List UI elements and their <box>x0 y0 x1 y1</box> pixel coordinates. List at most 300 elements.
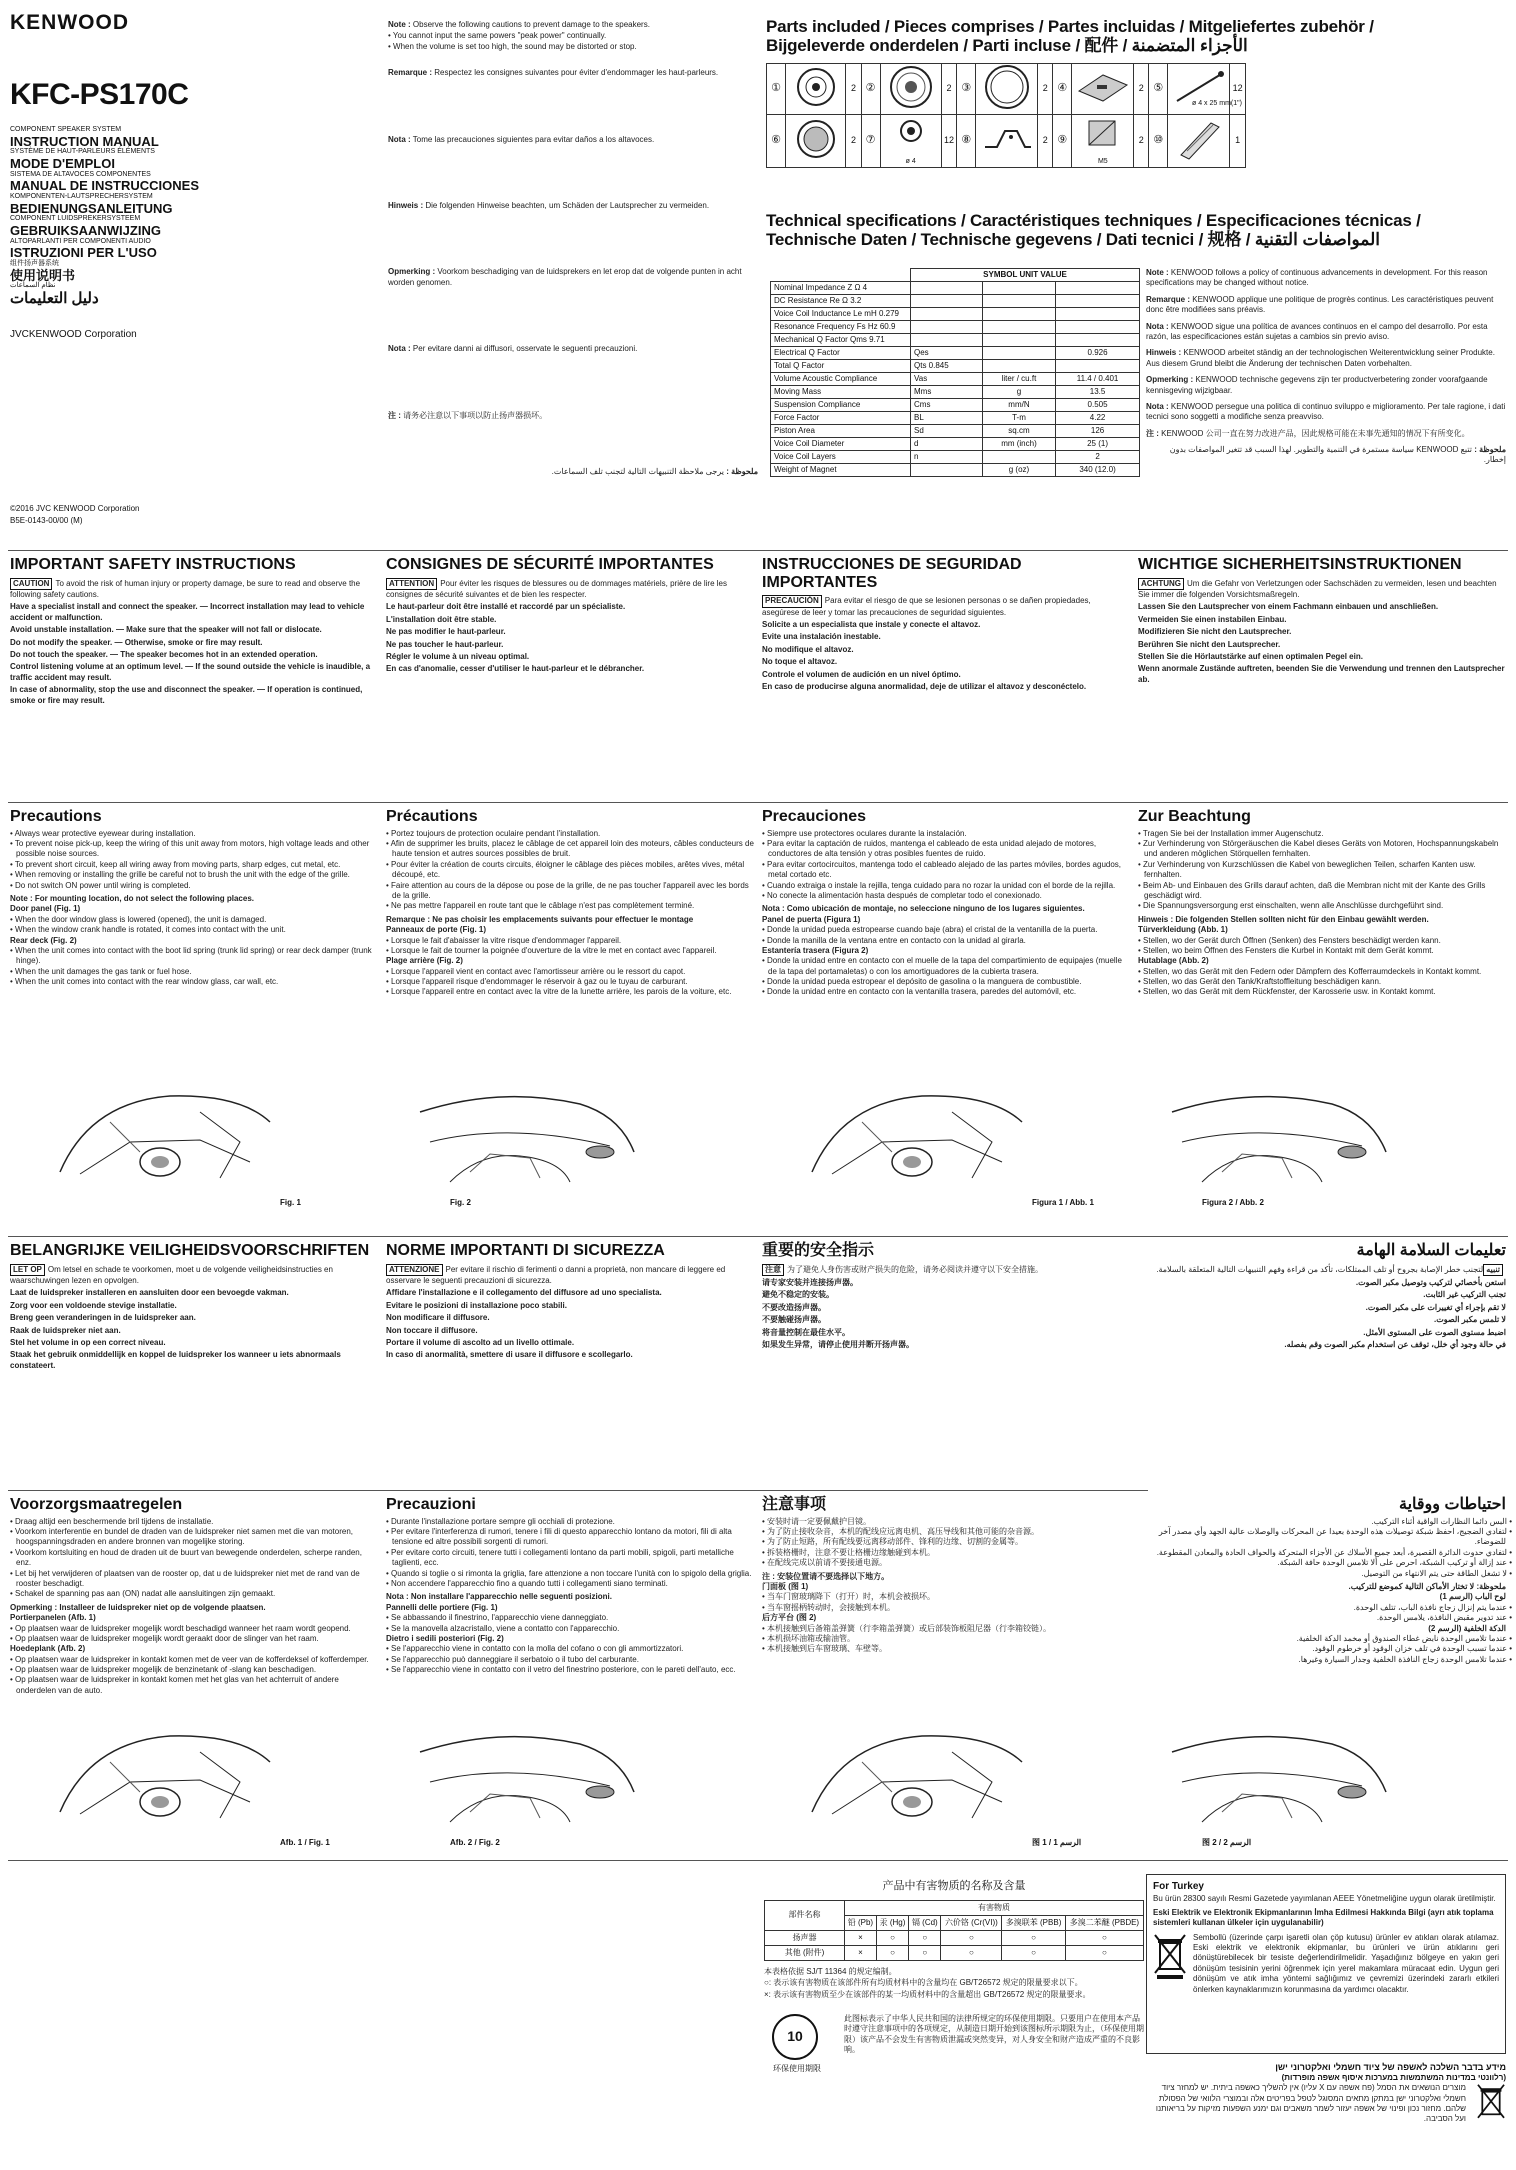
precaution-note: Nota : Como ubicación de montaje, no seleccione ninguno de los lugares siguientes. <box>762 904 1085 914</box>
top-notes: Note : Observe the following cautions to prevent damage to the speakers. • You cannot input the same powers "peak power" continually. • When the volume is set too high, the sound may be distorted or stop. Remarque : Respectez les consignes suivantes pour éviter d'endommager les haut-parleurs. Nota : Tome las precauciones siguientes para evitar daños a los altavoces. Hinweis : Die folgenden Hinweise beachten, um Schäden der Lautsprecher zu vermeiden. Opmerking : Voorkom beschadiging van de luidsprekers en let erop dat de volgende punten in acht worden genomen. Nota : Per evitare danni ai diffusori, osservate le seguenti precauzioni. 注 : 请务必注意以下事项以防止扬声器损坏。 ملحوظة : يرجى ملاحظة التنبيهات التالية لتجنب تلف السماعات. <box>388 20 758 478</box>
spec-val <box>1056 295 1140 308</box>
precaution-title: Voorzorgsmaatregelen <box>10 1496 183 1513</box>
precaution-item: • Para evitar cortocircuitos, mantenga todo el cableado alejado de las partes móviles, bordes agudos, metal cortado etc. <box>762 860 1130 881</box>
safety-text: Om letsel en schade te voorkomen, moet u de volgende veiligheidsinstructies en waarschuwingen lezen en opvolgen. <box>10 1264 333 1285</box>
part-number: ① <box>767 64 786 114</box>
precaution-subitem: • Donde la unidad entre en contacto con la ventanilla trasera, paredes del automóvil, etc. <box>762 987 1130 997</box>
spec-unit <box>982 451 1055 464</box>
spec-row <box>771 308 1140 321</box>
part-number: ⑨ <box>1053 114 1072 167</box>
precaution-subheading: 后方平台 (图 2) <box>762 1613 817 1623</box>
precaution-subitem: • Stellen, wo das Gerät den Tank/Kraftstoffleitung beschädigen kann. <box>1138 977 1506 987</box>
spec-table <box>770 268 1140 477</box>
manual-title-block <box>10 126 210 148</box>
spec-sym <box>911 321 983 334</box>
spec-note-label: Remarque : <box>1146 294 1191 304</box>
spec-row <box>771 295 1140 308</box>
precaution-note: Remarque : Ne pas choisir les emplacements suivants pour effectuer le montage <box>386 914 694 924</box>
part-icon <box>1072 64 1134 114</box>
specs-title: Technical specifications / Caractéristiques techniques / Especificaciones técnicas / <box>766 211 1421 230</box>
caution-badge: PRECAUCIÓN <box>762 595 822 607</box>
rohs-cell: ○ <box>941 1945 1002 1960</box>
safety-item: Ne pas toucher le haut-parleur. <box>386 639 504 649</box>
spec-unit: g (oz) <box>982 464 1055 477</box>
precaution-block <box>762 1496 1130 1655</box>
caution-badge: ATTENZIONE <box>386 1264 443 1276</box>
safety-item: Non toccare il diffusore. <box>386 1325 478 1335</box>
spec-row <box>771 399 1140 412</box>
safety-block <box>10 1242 378 1371</box>
spec-name: Voice Coil Layers <box>771 451 911 464</box>
spec-val: 2 <box>1056 451 1140 464</box>
precaution-subheading: Estantería trasera (Figura 2) <box>762 945 869 955</box>
spec-sym <box>911 334 983 347</box>
precaution-item: • Always wear protective eyewear during installation. <box>10 829 378 839</box>
doc-code: B5E-0143-00/00 (M) <box>10 516 83 525</box>
precaution-subitem: • Op plaatsen waar de luidspreker in kontakt komen met de veer van de kofferdeksel of kofferdemper. <box>10 1655 378 1665</box>
precaution-item: • 在配线完成以前请不要接通电源。 <box>762 1558 1130 1568</box>
safety-title: 重要的安全指示 <box>762 1242 875 1259</box>
spec-sym: BL <box>911 412 983 425</box>
rohs-col-header: 铅 (Pb) <box>845 1915 877 1930</box>
precaution-subitem: • Stellen, wo der Gerät durch Öffnen (Senken) des Fensters beschädigt werden kann. <box>1138 936 1506 946</box>
safety-item: En cas d'anomalie, cesser d'utiliser le haut-parleur et le débrancher. <box>386 664 645 674</box>
part-qty: 2 <box>846 114 861 167</box>
safety-item: 如果发生异常，请停止使用并断开扬声器。 <box>762 1339 914 1349</box>
spec-unit: mm (inch) <box>982 438 1055 451</box>
safety-item: تجنب التركيب غير الثابت. <box>1423 1290 1506 1300</box>
safety-intro <box>10 578 378 601</box>
part-number: ⑧ <box>957 114 976 167</box>
safety-item: Zorg voor een voldoende stevige installatie. <box>10 1300 177 1310</box>
precaution-subitem: • Se l'apparecchio viene in contatto con la molla del cofano o con gli ammortizzatori. <box>386 1644 754 1654</box>
spec-row <box>771 360 1140 373</box>
rear-deck-figure <box>1162 1722 1392 1835</box>
part-icon <box>976 114 1038 167</box>
precaution-note: ملحوظة: لا تختار الأماكن التالية كموضع للتركيب. <box>1348 1581 1506 1591</box>
precaution-sublist <box>386 1644 754 1675</box>
rohs-section <box>764 1880 1144 2084</box>
safety-text: 为了避免人身伤害或财产损失的危险，请务必阅读并遵守以下安全措施。 <box>787 1264 1043 1274</box>
part-number: ② <box>861 64 880 114</box>
precaution-subitem: • عندما يتم إنزال زجاج نافذة الباب، تتلف الوحدة. <box>1138 1603 1506 1613</box>
spec-val: 0.505 <box>1056 399 1140 412</box>
cover-panel <box>10 10 210 525</box>
note-item: • You cannot input the same powers "peak power" continually. <box>388 31 758 41</box>
spec-unit <box>982 295 1055 308</box>
precaution-title: Precauzioni <box>386 1496 476 1513</box>
precaution-item: • البس دائما النظارات الواقية أثناء التركيب. <box>1138 1517 1506 1527</box>
spec-note-text: KENWOOD follows a policy of continuous advancements in development. For this reason specifications may be changed without notice. <box>1146 268 1488 288</box>
precaution-subheading: Plage arrière (Fig. 2) <box>386 956 463 966</box>
precaution-subheading: الدكة الخلفية (الرسم 2) <box>1428 1623 1506 1633</box>
precaution-note: Nota : Non installare l'apparecchio nelle seguenti posizioni. <box>386 1592 612 1602</box>
precaution-subitem: • 本机接触到后车窗玻璃、车壁等。 <box>762 1644 1130 1654</box>
precaution-item: • No conecte la alimentación hasta después de completar todo el conexionado. <box>762 891 1130 901</box>
safety-item: 请专家安装并连接扬声器。 <box>762 1277 858 1287</box>
caution-badge: 注意 <box>762 1264 784 1276</box>
spec-notes <box>1146 268 1506 472</box>
rohs-col-header: 镉 (Cd) <box>909 1915 941 1930</box>
part-qty: 1 <box>1230 114 1246 167</box>
precaution-subheading: Rear deck (Fig. 2) <box>10 935 77 945</box>
corp-name: JVCKENWOOD Corporation <box>10 328 137 340</box>
safety-block <box>1138 556 1506 685</box>
spec-row <box>771 282 1140 295</box>
precaution-item: • لا تشغل الطاقة حتى يتم الانتهاء من التوصيل. <box>1138 1569 1506 1579</box>
safety-item: Evite una instalación inestable. <box>762 632 881 642</box>
specs-title-2: Technische Daten / Technische gegevens / Dati tecnici / 规格 / المواصفات التقنية <box>766 229 1381 249</box>
specs-section <box>766 212 1506 249</box>
precaution-sublist <box>762 1592 1130 1613</box>
safety-title: INSTRUCCIONES DE SEGURIDAD IMPORTANTES <box>762 556 1022 591</box>
spec-note-label: Note : <box>1146 268 1169 277</box>
precaution-subheading: Hoedeplank (Afb. 2) <box>10 1644 86 1654</box>
precaution-subitem: • عندما تلامس الوحدة نابض غطاء الصندوق أو مخمد الدكة الخلفية. <box>1138 1634 1506 1644</box>
precaution-subitem: • Op plaatsen waar de luidspreker mogelijk wordt geraakt door de slinger van het raam. <box>10 1634 378 1644</box>
figure-caption: Afb. 1 / Fig. 1 <box>280 1838 330 1847</box>
manual-title-block <box>10 238 210 260</box>
precaution-subitem: • 当车窗摇柄转动时，会接触到本机。 <box>762 1603 1130 1613</box>
rohs-cell: ○ <box>1065 1945 1143 1960</box>
spec-note-label: Hinweis : <box>1146 348 1182 358</box>
precaution-item: • Portez toujours de protection oculaire pendant l'installation. <box>386 829 754 839</box>
safety-item: استعن بأخصائي لتركيب وتوصيل مكبر الصوت. <box>1355 1277 1506 1287</box>
safety-text: Um die Gefahr von Verletzungen oder Sachschäden zu vermeiden, lesen und beachten Sie immer die folgenden Vorsichtsmaßregeln. <box>1138 578 1497 599</box>
safety-item: No toque el altavoz. <box>762 657 838 667</box>
precaution-item: • لتفادي حدوث الدائرة القصيرة، أبعد جميع الأسلاك عن الأجزاء المتحركة والحواف الحادة والمعادن المقطوعة. <box>1138 1548 1506 1558</box>
spec-name: Volume Acoustic Compliance <box>771 373 911 386</box>
safety-block <box>762 556 1130 692</box>
part-number: ③ <box>957 64 976 114</box>
safety-item: لا تلمس مكبر الصوت. <box>1434 1315 1506 1325</box>
safety-item: Solicite a un especialista que instale y conecte el altavoz. <box>762 619 981 629</box>
spec-row <box>771 451 1140 464</box>
spec-note-text: KENWOOD arbeitet ständig an der technologischen Weiterentwicklung seiner Produkte. Aus diesem Grund bleibt die Änderung der technischen Daten vorbehalten. <box>1146 348 1495 368</box>
weee-bin-icon <box>1153 1933 1193 1983</box>
spec-name: Force Factor <box>771 412 911 425</box>
safety-block <box>1138 1242 1506 1350</box>
parts-section <box>766 18 1506 168</box>
precaution-subheading: Pannelli delle portiere (Fig. 1) <box>386 1602 498 1612</box>
spec-name: Moving Mass <box>771 386 911 399</box>
divider <box>8 1490 1148 1491</box>
rohs-col-header: 六价铬 (Cr(VI)) <box>941 1915 1002 1930</box>
precaution-list <box>386 1517 754 1590</box>
safety-item: Have a specialist install and connect the speaker. — Incorrect installation may lead to vehicle accident or malfunction. <box>10 602 365 622</box>
manual-title-block <box>10 193 210 215</box>
safety-title: IMPORTANT SAFETY INSTRUCTIONS <box>10 556 296 573</box>
safety-item: Laat de luidspreker installeren en aansluiten door een bevoegde vakman. <box>10 1288 289 1298</box>
precaution-item: • When removing or installing the grille be careful not to brush the unit with the edge of the grille. <box>10 870 378 880</box>
manual-title-block <box>10 282 210 307</box>
spec-row <box>771 464 1140 477</box>
precaution-item: • 拆装格栅时，注意不要让格栅边缘触碰到本机。 <box>762 1548 1130 1558</box>
spec-note-label: Nota : <box>1146 321 1169 331</box>
safety-item: Do not modify the speaker. — Otherwise, smoke or fire may result. <box>10 637 263 647</box>
precaution-note: Opmerking : Installeer de luidspreker niet op de volgende plaatsen. <box>10 1602 266 1612</box>
manual-titles <box>10 126 210 307</box>
precaution-sublist <box>10 915 378 936</box>
hebrew-section <box>1146 2062 1506 2126</box>
spec-unit <box>982 347 1055 360</box>
rohs-row <box>765 1930 1144 1945</box>
turkey-line: Bu ürün 28300 sayılı Resmi Gazetede yayımlanan AEEE Yönetmeliğine uygun olarak üretilmiştir. <box>1153 1893 1496 1903</box>
precaution-subitem: • Op plaatsen waar de luidspreker mogelijk de benzinetank of -slang kan beschadigen. <box>10 1665 378 1675</box>
epup-number: 10 <box>787 2027 803 2044</box>
caution-badge: LET OP <box>10 1264 45 1276</box>
precaution-item: • Voorkom interferentie en bundel de draden van de luidspreker niet samen met die van motoren, hoogspanningsdraden en andere bronnen van mogelijke storing. <box>10 1527 378 1548</box>
precaution-list <box>1138 1517 1506 1579</box>
safety-item: 不要触碰扬声器。 <box>762 1315 826 1325</box>
epup-label: 环保使用期限 <box>773 2063 821 2073</box>
safety-block <box>386 1242 754 1361</box>
precaution-subitem: • When the unit comes into contact with the rear window glass, car wall, etc. <box>10 977 378 987</box>
divider <box>8 1860 1508 1861</box>
part-number: ⑤ <box>1149 64 1168 114</box>
spec-sym: Cms <box>911 399 983 412</box>
safety-item: Stel het volume in op een correct niveau. <box>10 1337 166 1347</box>
precaution-item: • Zur Verhinderung von Störgeräuschen die Kabel dieses Geräts von Motoren, Hochspannungskabeln und anderen möglichen Störquellen fernhalten. <box>1138 839 1506 860</box>
spec-val <box>1056 321 1140 334</box>
precaution-subheading: Türverkleidung (Abb. 1) <box>1138 925 1228 935</box>
manual-title-big: MODE D'EMPLOI <box>10 155 115 171</box>
rohs-cell: ○ <box>1002 1930 1066 1945</box>
manual-title-big: ISTRUZIONI PER L'USO <box>10 245 157 261</box>
spec-row <box>771 373 1140 386</box>
safety-block <box>762 1242 1130 1350</box>
spec-unit: T-m <box>982 412 1055 425</box>
manual-title-block <box>10 260 210 282</box>
part-icon <box>880 64 941 114</box>
figure-caption: Figura 2 / Abb. 2 <box>1202 1198 1264 1207</box>
spec-row <box>771 334 1140 347</box>
m5-label: M5 <box>1097 157 1108 165</box>
precaution-item: • Afin de supprimer les bruits, placez le câblage de cet appareil loin des moteurs, câbles conducteurs de haute tension et autres sources possibles de bruit. <box>386 839 754 860</box>
hebrew-title: מידע בדבר השלכה לאשפה של ציוד חשמלי ואלקטרוני ישן <box>1275 2062 1506 2072</box>
precaution-item: • Tragen Sie bei der Installation immer Augenschutz. <box>1138 829 1506 839</box>
rohs-footnote: ×: 表示该有害物质至少在该部件的某一均质材料中的含量超出 GB/T26572 规定的限量要求。 <box>764 1989 1091 1999</box>
part-qty: 2 <box>1038 64 1053 114</box>
caution-badge: تنبيه <box>1483 1264 1503 1276</box>
copyright: ©2016 JVC KENWOOD Corporation <box>10 504 140 513</box>
rohs-footnote: ○: 表示该有害物质在该部件所有均质材料中的含量均在 GB/T26572 规定的限量要求以下。 <box>764 1978 1083 1988</box>
precaution-subitem: • عند تدوير مقبض النافذة، يلامس الوحدة. <box>1138 1613 1506 1623</box>
safety-text: Pour éviter les risques de blessures ou de dommages matériels, prière de lire les consignes de sécurité suivantes et de bien les respecter. <box>386 578 727 599</box>
precaution-subitem: • Se abbassando il finestrino, l'apparecchio viene danneggiato. <box>386 1613 754 1623</box>
precaution-subitem: • When the door window glass is lowered (opened), the unit is damaged. <box>10 915 378 925</box>
spec-name: Resonance Frequency Fs Hz 60.9 <box>771 321 911 334</box>
rohs-col-header: 多溴二苯醚 (PBDE) <box>1065 1915 1143 1930</box>
precaution-item: • Quando si toglie o si rimonta la griglia, fare attenzione a non toccare l'unità con lo spigolo della griglia. <box>386 1569 754 1579</box>
manual-title-block <box>10 171 210 193</box>
spec-note <box>1146 429 1506 439</box>
spec-sym: Mms <box>911 386 983 399</box>
safety-intro <box>1138 578 1506 601</box>
spec-val <box>1056 282 1140 295</box>
manual-title-block <box>10 215 210 237</box>
part-number: ④ <box>1053 64 1072 114</box>
spec-note <box>1146 322 1506 343</box>
precaution-subheading: لوح الباب (الرسم 1) <box>1439 1592 1506 1602</box>
spec-note <box>1146 402 1506 423</box>
precaution-note: Hinweis : Die folgenden Stellen sollten nicht für den Einbau gewählt werden. <box>1138 914 1429 924</box>
rohs-cell: ○ <box>1002 1945 1066 1960</box>
safety-item: اضبط مستوى الصوت على المستوى الأمثل. <box>1363 1327 1506 1337</box>
screw-cell <box>1186 66 1401 164</box>
manual-title-small: COMPONENT SPEAKER SYSTEM <box>10 125 122 133</box>
manual-title-small: COMPONENT LUIDSPREKERSYSTEEM <box>10 215 141 223</box>
turkey-title: For Turkey <box>1153 1881 1204 1892</box>
spec-sym <box>911 282 983 295</box>
precaution-subitem: • Op plaatsen waar de luidspreker mogelijk wordt beschadigd wanneer het raam wordt geopend. <box>10 1624 378 1634</box>
precaution-title: 注意事项 <box>762 1496 827 1513</box>
precaution-sublist <box>10 946 378 988</box>
safety-item: Evitare le posizioni di installazione poco stabili. <box>386 1300 567 1310</box>
spec-row <box>771 425 1140 438</box>
safety-block <box>10 556 378 706</box>
precaution-subitem: • Donde la manilla de la ventana entre en contacto con la unidad al girarla. <box>762 936 1130 946</box>
precaution-sublist <box>1138 967 1506 998</box>
precaution-block <box>10 1496 378 1696</box>
spec-sym: d <box>911 438 983 451</box>
precaution-subheading: Hutablage (Abb. 2) <box>1138 956 1209 966</box>
precaution-sublist <box>1138 1634 1506 1665</box>
part-qty: 2 <box>1134 114 1149 167</box>
rohs-col-header: 汞 (Hg) <box>876 1915 908 1930</box>
spec-note-label: ملحوظة : <box>1474 445 1506 455</box>
spec-note <box>1146 348 1506 369</box>
safety-intro <box>762 1264 1130 1276</box>
spec-sym <box>911 295 983 308</box>
precaution-block <box>386 808 754 998</box>
precaution-item: • لتفادي الضجيج، احفظ شبكة توصيلات هذه الوحدة بعيدا عن المحركات والوصلات عالية الجهد وأي مصدر آخر للضوضاء. <box>1138 1527 1506 1548</box>
manual-title-big: دليل التعليمات <box>10 290 99 308</box>
manual-title-block <box>10 148 210 170</box>
safety-item: Le haut-parleur doit être installé et raccordé par un spécialiste. <box>386 602 626 612</box>
safety-intro <box>386 578 754 601</box>
precaution-subitem: • Op plaatsen waar de luidspreker in kontakt komen met het glas van het achterruit of andere onderdelen van de auto. <box>10 1675 378 1696</box>
safety-item: Affidare l'installazione e il collegamento del diffusore ad uno specialista. <box>386 1288 662 1298</box>
rohs-cell: ○ <box>1065 1930 1143 1945</box>
spec-unit <box>982 308 1055 321</box>
spec-sym: Vas <box>911 373 983 386</box>
precaution-sublist <box>386 967 754 998</box>
rohs-title: 产品中有害物质的名称及含量 <box>882 1880 1026 1892</box>
precaution-subitem: • Se l'apparecchio viene in contatto con il vetro del finestrino posteriore, con le pareti dell'auto, ecc. <box>386 1665 754 1675</box>
precaution-sublist <box>762 956 1130 998</box>
turkey-text: Sembollü (üzerinde çarpı işaretli olan çöp kutusu) ürünler ev atıkları olarak atılamaz. Eski elektrik ve elektronik ekipmanlar, bu ürünleri ve ürün atıklarını geri dönüştürebilecek bir tesiste değerlendirilmelidir. Yaşadığınız bölgeye en yakın geri dönüşüm tesisinin yerini öğrenmek için yerel makamlara müracaat edin. Uygun geri dönüşüm ve atık imha yöntemi sağlığımız ve çevremizi üzerindeki zararlı etkileri önlerken kaynaklarımızın korunmasına da yardımcı olacaktır. <box>1193 1932 1499 1994</box>
spec-note <box>1146 295 1506 316</box>
turkey-box <box>1146 1874 1506 2054</box>
spec-val: 126 <box>1056 425 1140 438</box>
manual-title-small: ALTOPARLANTI PER COMPONENTI AUDIO <box>10 237 151 245</box>
precaution-subheading: Door panel (Fig. 1) <box>10 904 81 914</box>
precaution-block <box>1138 1496 1506 1665</box>
safety-item: No modifique el altavoz. <box>762 644 854 654</box>
precaution-title: Precauciones <box>762 808 867 825</box>
precaution-title: احتياطات ووقاية <box>1399 1496 1506 1513</box>
rear-deck-figure <box>410 1082 640 1195</box>
precaution-subitem: • Stellen, wo beim Öffnen des Fensters die Kurbel in Kontakt mit dem Gerät kommt. <box>1138 946 1506 956</box>
spec-name: Piston Area <box>771 425 911 438</box>
precaution-title: Zur Beachtung <box>1138 808 1251 825</box>
spec-val: 4.22 <box>1056 412 1140 425</box>
precaution-list <box>10 829 378 891</box>
precaution-subitem: • Stellen, wo das Gerät mit dem Rückfenster, der Karosserie usw. in Kontakt kommt. <box>1138 987 1506 997</box>
safety-item: Wenn anormale Zustände auftreten, beenden Sie die Verwendung und trennen den Lautsprecher ab. <box>1138 664 1505 684</box>
precaution-sublist <box>1138 1603 1506 1624</box>
spec-unit: sq.cm <box>982 425 1055 438</box>
divider <box>8 1236 1508 1237</box>
spec-unit: liter / cu.ft <box>982 373 1055 386</box>
spec-note-label: Nota : <box>1146 401 1169 411</box>
precaution-item: • Let bij het verwijderen of plaatsen van de rooster op, dat u de luidspreker niet met de rand van de rooster beschadigt. <box>10 1569 378 1590</box>
weee-bin-icon <box>1472 2083 1506 2126</box>
precaution-item: • Faire attention au cours de la dépose ou pose de la grille, de ne pas toucher l'appareil avec les bords de la grille. <box>386 881 754 902</box>
precaution-subitem: • عندما تسبب الوحدة في تلف خزان الوقود أو خرطوم الوقود. <box>1138 1644 1506 1654</box>
safety-item: Stellen Sie die Hörlautstärke auf einen optimalen Pegel ein. <box>1138 651 1363 661</box>
part-qty: 2 <box>941 64 957 114</box>
safety-item: Do not touch the speaker. — The speaker becomes hot in an extended operation. <box>10 649 318 659</box>
spec-note-text: KENWOOD persegue una politica di continuo sviluppo e miglioramento. Per tale ragione, i dati tecnici sono soggetti a modifiche senza preavviso. <box>1146 401 1506 422</box>
precaution-subitem: • 本机接触到后备箱盖弹簧（行李箱盖弹簧）或后部装饰板阻尼器（行李箱铰链）。 <box>762 1624 1130 1634</box>
spec-sym: n <box>911 451 983 464</box>
spec-row <box>771 438 1140 451</box>
safety-item: Régler le volume à un niveau optimal. <box>386 651 530 661</box>
precaution-item: • To prevent noise pick-up, keep the wiring of this unit away from motors, high voltage leads and other possible noise sources. <box>10 839 378 860</box>
spec-name: Mechanical Q Factor Qms 9.71 <box>771 334 911 347</box>
spec-name: DC Resistance Re Ω 3.2 <box>771 295 911 308</box>
part-qty: 2 <box>1134 64 1149 114</box>
part-icon <box>786 114 846 167</box>
safety-item: Avoid unstable installation. — Make sure that the speaker will not fall or dislocate. <box>10 625 322 635</box>
rohs-cell: ○ <box>941 1930 1002 1945</box>
safety-intro <box>10 1264 378 1287</box>
epup-icon <box>772 2014 818 2060</box>
precaution-item: • Pour éviter la création de courts circuits, éloigner le câblage des pièces mobiles, arêtes vives, métal découpé, etc. <box>386 860 754 881</box>
safety-item: لا تقم بإجراء أي تغييرات على مكبر الصوت. <box>1365 1302 1506 1312</box>
precaution-subitem: • Lorsque le fait d'abaisser la vitre risque d'endommager l'appareil. <box>386 936 754 946</box>
spec-unit: g <box>982 386 1055 399</box>
safety-text: Per evitare il rischio di ferimenti o danni a proprietà, non mancare di leggere ed osservare le seguenti precauzioni di sicurezza. <box>386 1264 726 1285</box>
spec-sym <box>911 464 983 477</box>
manual-title-small: SYSTÈME DE HAUT-PARLEURS ÉLÉMENTS <box>10 148 155 156</box>
caution-badge: ATTENTION <box>386 578 437 590</box>
screw-label: ø 4 x 25 mm(1") <box>1192 100 1242 107</box>
part-number: ⑦ <box>861 114 880 167</box>
safety-block <box>386 556 754 675</box>
spec-note-text: KENWOOD sigue una política de avances continuos en el campo del desarrollo. Por esta razón, las especificaciones están sujetas a cambios sin previo aviso. <box>1146 321 1488 341</box>
precaution-item: • Ne pas mettre l'appareil en route tant que le câblage n'est pas complètement terminé. <box>386 901 754 911</box>
precaution-subitem: • عندما تلامس الوحدة زجاج النافذة الخلفية وجدار السيارة وغيرها. <box>1138 1655 1506 1665</box>
precaution-item: • To prevent short circuit, keep all wiring away from moving parts, sharp edges, cut metal, etc. <box>10 860 378 870</box>
spec-sym: Qts 0.845 <box>911 360 983 373</box>
precaution-subitem: • Se l'apparecchio può danneggiare il serbatoio o il tubo del carburante. <box>386 1655 754 1665</box>
part-qty: 2 <box>1038 114 1053 167</box>
parts-title-2: Bijgeleverde onderdelen / Parti incluse / 配件 / الأجزاء المتضمنة <box>766 35 1248 55</box>
precaution-item: • Durante l'installazione portare sempre gli occhiali di protezione. <box>386 1517 754 1527</box>
precaution-item: • Non accendere l'apparecchio fino a quando tutti i collegamenti siano terminati. <box>386 1579 754 1589</box>
precaution-item: • 为了防止接收杂音，本机的配线应远离电机、高压导线和其他可能的杂音源。 <box>762 1527 1130 1537</box>
spec-row <box>771 347 1140 360</box>
manual-title-small: KOMPONENTEN-LAUTSPRECHERSYSTEM <box>10 192 153 200</box>
tap-label: ø 4 <box>905 157 916 165</box>
safety-item: Non modificare il diffusore. <box>386 1313 490 1323</box>
rohs-cell: ○ <box>876 1930 908 1945</box>
precaution-block <box>1138 808 1506 998</box>
rohs-table <box>764 1900 1144 1961</box>
